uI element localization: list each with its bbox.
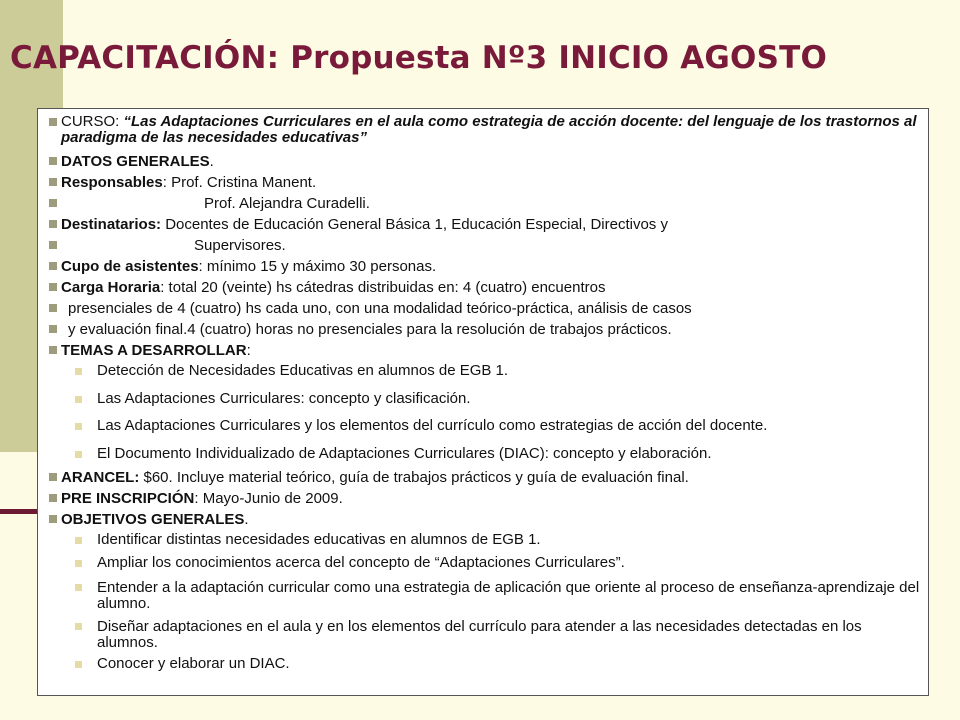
slide-title: CAPACITACIÓN: Propuesta Nº3 INICIO AGOSTO (10, 40, 828, 76)
objetivo-item (49, 619, 920, 651)
carga-line (49, 277, 920, 298)
objetivos-suffix: . (244, 511, 249, 528)
destinatarios-value: Docentes de Educación General Básica 1, Educación Especial, Directivos y (161, 216, 668, 233)
square-bullet-icon (75, 661, 82, 668)
square-bullet-icon (75, 623, 82, 630)
temas-suffix: : (246, 342, 251, 359)
tema-text: El Documento Individualizado de Adaptaciones Curriculares (DIAC): concepto y elaboración. (97, 444, 712, 462)
objetivo-item (49, 530, 920, 551)
general-data-heading: DATOS GENERALES (61, 153, 210, 170)
content-box (37, 108, 929, 696)
objetivo-text: Identificar distintas necesidades educativas en alumnos de EGB 1. (97, 531, 541, 548)
tema-text: Detección de Necesidades Educativas en alumnos de EGB 1. (97, 362, 509, 379)
tema-text: Las Adaptaciones Curriculares: concepto y clasificación. (97, 389, 471, 407)
square-bullet-icon (75, 537, 82, 544)
destinatarios-label: Destinatarios: (61, 216, 162, 233)
cupo-label: Cupo de asistentes (61, 258, 199, 275)
tema-text: Las Adaptaciones Curriculares y los elementos del currículo como estrategias de acción del docente. (97, 417, 768, 434)
square-bullet-icon (75, 368, 82, 375)
carga-line-2-text: presenciales de 4 (cuatro) hs cada uno, con una modalidad teórico-práctica, análisis de casos (68, 300, 692, 317)
square-bullet-icon (49, 157, 57, 165)
objetivo-text: Conocer y elaborar un DIAC. (97, 655, 290, 672)
objetivos-heading: OBJETIVOS GENERALES (61, 511, 245, 528)
cupo-value: : mínimo 15 y máximo 30 personas. (198, 258, 437, 275)
tema-item (49, 444, 920, 465)
general-data-suffix: . (209, 153, 214, 170)
square-bullet-icon (49, 220, 57, 228)
square-bullet-icon (75, 396, 82, 403)
destinatarios-line-2 (49, 235, 920, 256)
square-bullet-icon (49, 241, 57, 249)
square-bullet-icon (49, 325, 57, 333)
objetivo-text: Diseñar adaptaciones en el aula y en los elementos del currículo para atender a las necesidades detectadas en los alumnos. (97, 618, 862, 651)
objetivos-line (49, 509, 920, 530)
responsables-line (49, 172, 920, 193)
carga-value: : total 20 (veinte) hs cátedras distribuidas en: 4 (cuatro) encuentros (160, 279, 606, 296)
objetivo-text: Ampliar los conocimientos acerca del concepto de “Adaptaciones Curriculares”. (97, 553, 625, 571)
arancel-value: $60. Incluye material teórico, guía de trabajos prácticos y guía de evaluación final. (139, 469, 689, 486)
carga-line-3-text: y evaluación final.4 (cuatro) horas no presenciales para la resolución de trabajos prácticos. (68, 321, 672, 338)
square-bullet-icon (49, 199, 57, 207)
carga-line-3 (49, 319, 920, 340)
square-bullet-icon (49, 473, 57, 481)
objetivo-text: Entender a la adaptación curricular como una estrategia de aplicación que oriente al proceso de enseñanza-aprendizaje del alumno. (97, 579, 920, 612)
objetivo-item (49, 654, 920, 675)
square-bullet-icon (75, 423, 82, 430)
arancel-line (49, 467, 920, 488)
square-bullet-icon (75, 584, 82, 591)
responsables-sep: : (162, 174, 172, 191)
carga-line-2 (49, 298, 920, 319)
objetivo-item (49, 580, 920, 612)
preinscripcion-value: : Mayo-Junio de 2009. (194, 490, 343, 507)
course-label: CURSO: (61, 113, 124, 130)
square-bullet-icon (49, 304, 57, 312)
square-bullet-icon (75, 560, 82, 567)
cupo-line (49, 256, 920, 277)
destinatarios-continuation: Supervisores. (194, 237, 286, 254)
carga-label: Carga Horaria (61, 279, 161, 296)
course-name: Las Adaptaciones Curriculares en el aula como estrategia de acción docente: del lenguaje de los trastornos al paradigma de las necesidades educativas (61, 113, 917, 146)
square-bullet-icon (49, 262, 57, 270)
course-quote-close: ” (359, 129, 367, 146)
tema-item (49, 389, 920, 410)
responsable-1: Prof. Cristina Manent. (171, 174, 317, 191)
square-bullet-icon (49, 346, 57, 354)
square-bullet-icon (49, 283, 57, 291)
destinatarios-line (49, 214, 920, 235)
square-bullet-icon (49, 494, 57, 502)
responsables-line-2 (49, 193, 920, 214)
responsables-label: Responsables (61, 174, 163, 191)
square-bullet-icon (75, 451, 82, 458)
temas-heading: TEMAS A DESARROLLAR (61, 342, 247, 359)
course-line (49, 114, 920, 146)
responsable-2: Prof. Alejandra Curadelli. (204, 195, 370, 212)
tema-item (49, 361, 920, 382)
square-bullet-icon (49, 515, 57, 523)
general-data-line (49, 151, 920, 172)
preinscripcion-line (49, 488, 920, 509)
temas-line (49, 340, 920, 361)
square-bullet-icon (49, 178, 57, 186)
course-quote-open: “ (123, 113, 132, 130)
square-bullet-icon (49, 118, 57, 126)
preinscripcion-label: PRE INSCRIPCIÓN (61, 490, 195, 507)
arancel-label: ARANCEL: (61, 469, 140, 486)
objetivo-item (49, 553, 920, 574)
tema-item (49, 416, 920, 437)
